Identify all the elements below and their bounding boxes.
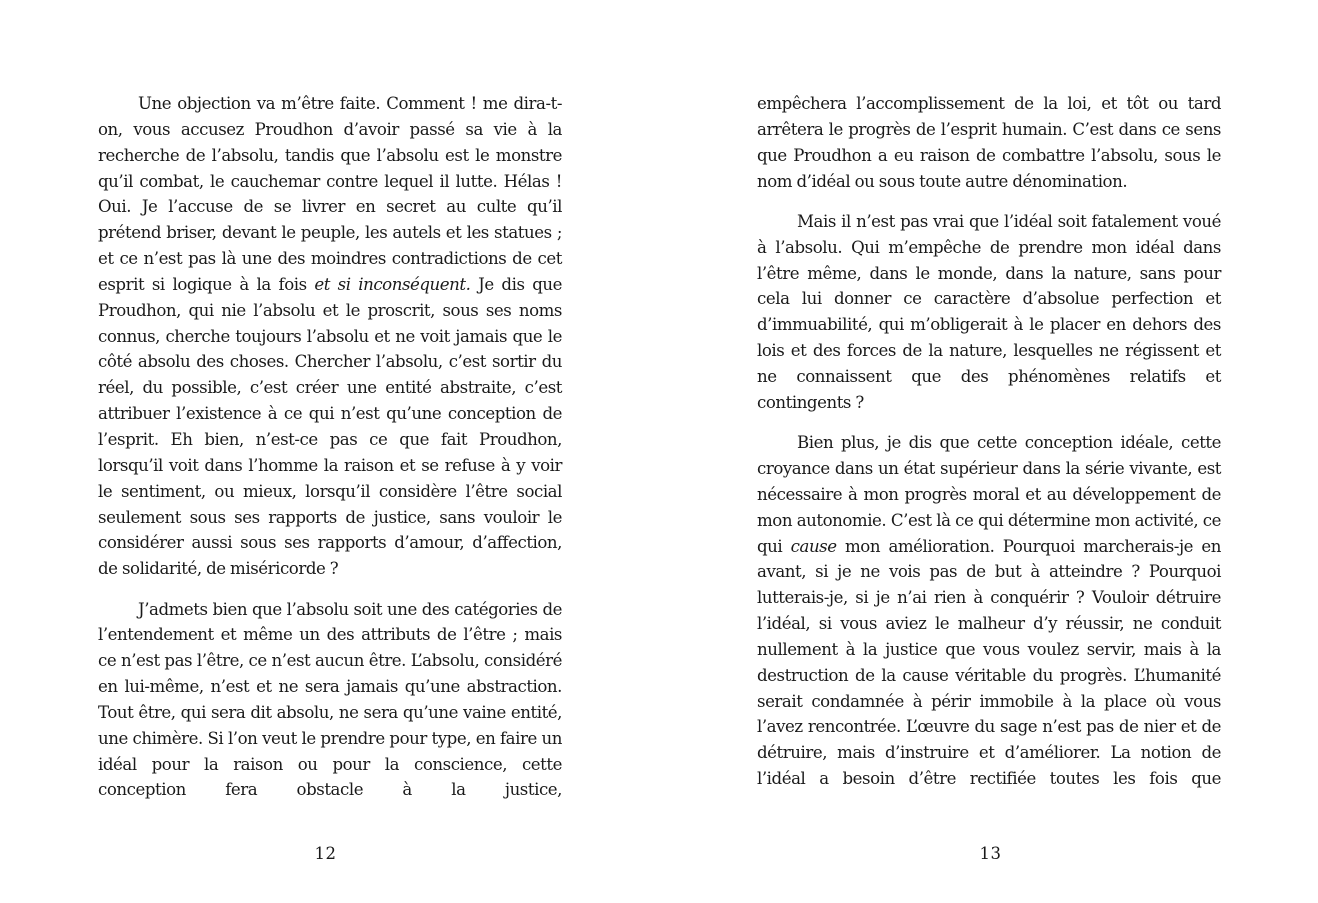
text-run: Une objection va m’être faite. Comment ! me dira-t-on, vous accusez Proudhon d’avoir passé sa vie à la recherche de l’absolu, tandis que l’absolu est le monstre qu’il combat, le cauchemar contre lequel il lutte. Hélas ! Oui. Je l’accuse de se livrer en secret au culte qu’il prétend briser, devant le peuple, les autels et les statues ; et ce n’est pas là une des moindres contradictions de cet esprit si logique à la fois [98, 94, 562, 294]
text-run: Je dis que Proudhon, qui nie l’absolu et le proscrit, sous ses noms connus, cherche toujours l’absolu et ne voit jamais que le côté absolu des choses. Chercher l’absolu, c’est sortir du réel, du possible, c’est créer une entité abstraite, c’est attribuer l’existence à ce qui n’est qu’une conception de l’esprit. Eh bien, n’est-ce pas ce que fait Proudhon, lorsqu’il voit dans l’homme la raison et se refuse à y voir le sentiment, ou mieux, lorsqu’il considère l’être social seulement sous ses rapports de justice, sans vouloir le considérer aussi sous ses rapports d’amour, d’affection, de solidarité, de miséricorde ? [98, 274, 562, 579]
italic-text-run: et si inconséquent. [314, 274, 471, 294]
page-number: 12 [314, 844, 337, 863]
page-number: 13 [979, 844, 1002, 863]
text-run: J’admets bien que l’absolu soit une des catégories de l’entendement et même un des attributs de l’être ; mais ce n’est pas l’être, ce n’est aucun être. L’absolu, considéré en lui-même, n’est et ne sera jamais qu’une abstraction. Tout être, qui sera dit absolu, ne sera qu’une vaine entité, une chimère. Si l’on veut le prendre pour type, en faire un idéal pour la raison ou pour la conscience, cette conception fera obstacle à la justice, [98, 599, 562, 800]
text-run: mon amélioration. Pourquoi marcherais-je en avant, si je ne vois pas de but à atteindre ? Pourquoi lutterais-je, si je n’ai rien à conquérir ? Vouloir détruire l’idéal, si vous aviez le malheur d’y réussir, ne conduit nullement à la justice que vous voulez servir, mais à la destruction de la cause véritable du progrès. L’humanité serait condamnée à périr immobile à la place où vous l’avez rencontrée. L’œuvre du sage n’est pas de nier et de détruire, mais d’instruire et d’améliorer. La notion de l’idéal a besoin d’être rectifiée toutes les fois que [757, 536, 1221, 789]
right-page-text [757, 91, 1221, 806]
paragraph [98, 91, 562, 582]
paragraph [757, 209, 1221, 416]
italic-text-run: cause [790, 536, 837, 556]
text-run: Bien plus, je dis que cette conception idéale, cette croyance dans un état supérieur dans la série vivante, est nécessaire à mon progrès moral et au développement de mon autonomie. C’est là ce qui détermine mon activité, ce qui [757, 433, 1221, 556]
right-page [659, 0, 1318, 903]
text-run: empêchera l’accomplissement de la loi, et tôt ou tard arrêtera le progrès de l’esprit humain. C’est dans ce sens que Proudhon a eu raison de combattre l’absolu, sous le nom d’idéal ou sous toute autre dénomination. [757, 94, 1221, 191]
left-page-text [98, 91, 562, 818]
text-run: Mais il n’est pas vrai que l’idéal soit fatalement voué à l’absolu. Qui m’empêche de prendre mon idéal dans l’être même, dans le monde, dans la nature, sans pour cela lui donner ce caractère d’absolue perfection et d’immuabilité, qui m’obligerait à le placer en dehors des lois et des forces de la nature, lesquelles ne régissent et ne connaissent que des phénomènes relatifs et contingents ? [757, 211, 1221, 412]
paragraph [757, 91, 1221, 194]
paragraph [757, 430, 1221, 792]
paragraph [98, 597, 562, 804]
